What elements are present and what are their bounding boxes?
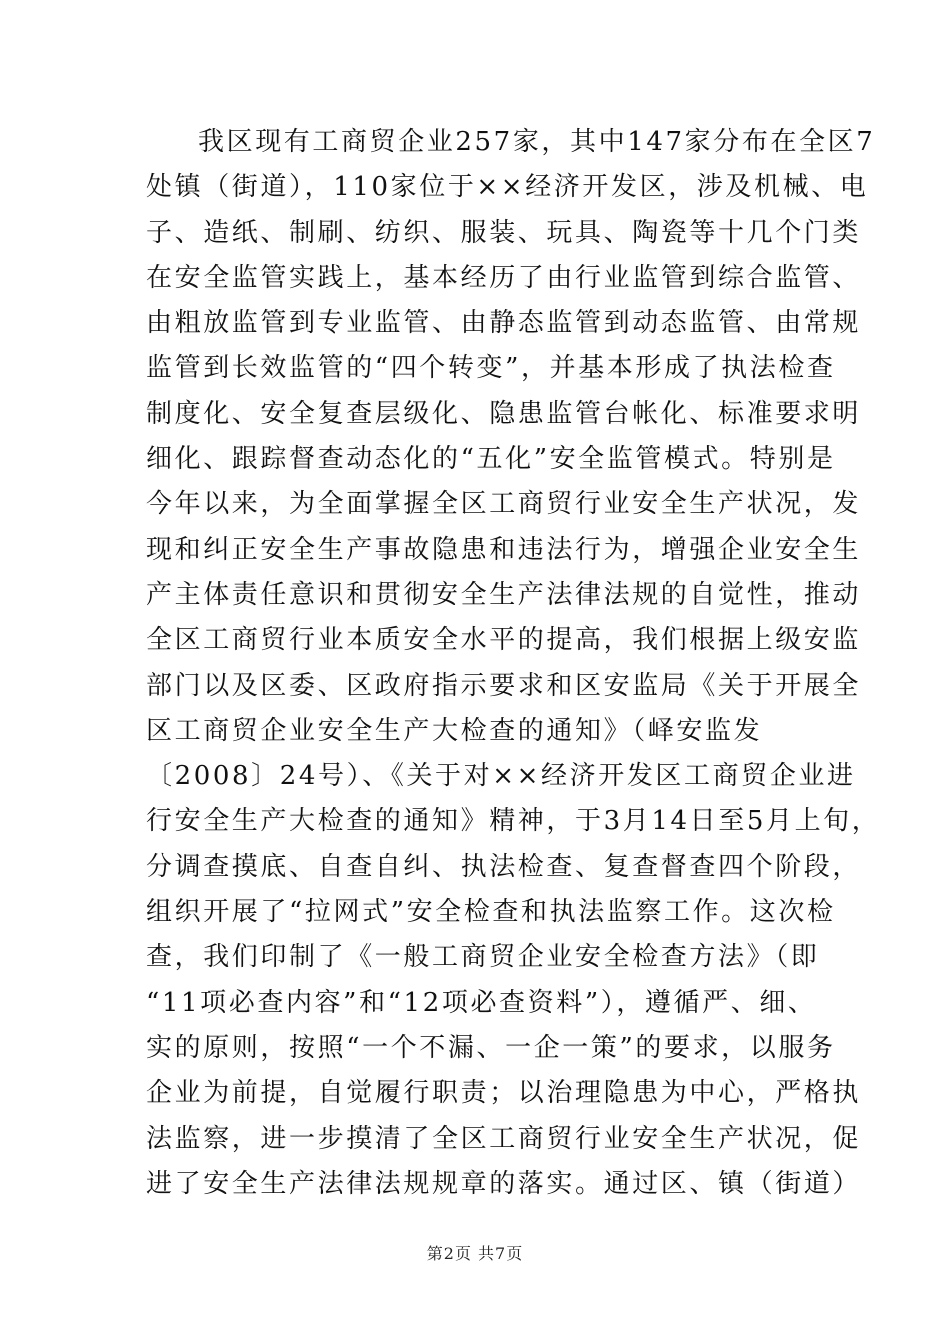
text-line: 制度化、安全复查层级化、隐患监管台帐化、标准要求明 (146, 398, 862, 429)
text-line: 实的原则，按照“一个不漏、一企一策”的要求，以服务 (146, 1032, 836, 1063)
text-line: 现和纠正安全生产事故隐患和违法行为，增强企业安全生 (146, 534, 862, 565)
text-line: 部门以及区委、区政府指示要求和区安监局《关于开展全 (146, 670, 862, 701)
page-footer: 第2页 共7页 (426, 1244, 524, 1263)
text-line: 组织开展了“拉网式”安全检查和执法监察工作。这次检 (146, 897, 836, 928)
text-line: 处镇（街道），110家位于××经济开发区，涉及机械、电 (146, 172, 869, 203)
text-line: 分调查摸底、自查自纠、执法检查、复查督查四个阶段， (146, 851, 862, 882)
text-line: 全区工商贸行业本质安全水平的提高，我们根据上级安监 (146, 625, 862, 656)
text-line: 〔2008〕24号）、《关于对××经济开发区工商贸企业进 (146, 761, 856, 792)
text-line: 区工商贸企业安全生产大检查的通知》（峄安监发 (146, 715, 763, 746)
text-line: 进了安全生产法律法规规章的落实。通过区、镇（街道） (146, 1168, 862, 1199)
text-line: 细化、跟踪督查动态化的“五化”安全监管模式。特别是 (146, 444, 836, 475)
text-line: 今年以来，为全面掌握全区工商贸行业安全生产状况，发 (146, 489, 862, 520)
text-line: 子、造纸、制刷、纺织、服装、玩具、陶瓷等十几个门类 (146, 217, 862, 248)
text-line: 行安全生产大检查的通知》精神，于3月14日至5月上旬， (146, 806, 881, 837)
text-line: 监管到长效监管的“四个转变”，并基本形成了执法检查 (146, 353, 836, 384)
text-line: 查，我们印制了《一般工商贸企业安全检查方法》（即 (146, 942, 820, 973)
text-line: 在安全监管实践上，基本经历了由行业监管到综合监管、 (146, 262, 862, 293)
text-line: 法监察，进一步摸清了全区工商贸行业安全生产状况，促 (146, 1123, 862, 1154)
text-line: “11项必查内容”和“12项必查资料”），遵循严、细、 (146, 987, 817, 1018)
text-line: 产主体责任意识和贯彻安全生产法律法规的自觉性，推动 (146, 579, 862, 610)
text-line: 我区现有工商贸企业257家，其中147家分布在全区7 (198, 127, 876, 157)
body-paragraph (146, 120, 881, 1207)
text-line: 企业为前提，自觉履行职责；以治理隐患为中心，严格执 (146, 1078, 862, 1109)
text-line: 由粗放监管到专业监管、由静态监管到动态监管、由常规 (146, 308, 862, 339)
